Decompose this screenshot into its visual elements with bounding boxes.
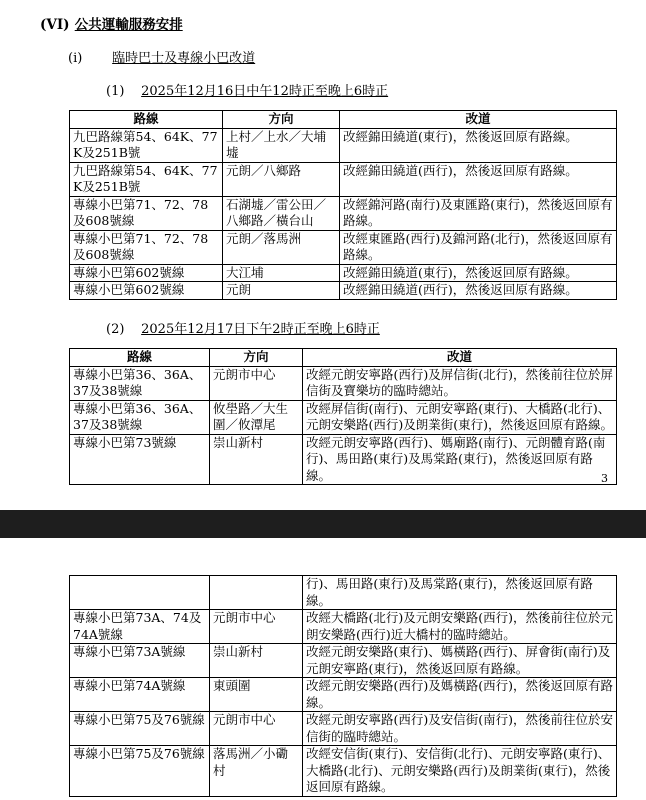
cell-direction: 攸壆路／大生圍／攸潭尾 bbox=[210, 400, 303, 434]
cell-diversion: 改經元朗安樂路(東行)、媽橫路(西行)、屏會街(南行)及元朗安寧路(東行)，然後返回原有路線。 bbox=[303, 644, 617, 678]
cell-direction: 元朗市中心 bbox=[210, 610, 303, 644]
table-row bbox=[70, 576, 617, 610]
cell-diversion: 改經元朗安樂路(西行)及媽橫路(西行)，然後返回原有路線。 bbox=[303, 678, 617, 712]
header-route: 路線 bbox=[70, 111, 223, 129]
diversion-table-2-continued bbox=[69, 575, 617, 797]
table-row bbox=[70, 128, 617, 162]
cell-route: 專線小巴第602號線 bbox=[70, 282, 223, 300]
cell-route: 專線小巴第71、72、78及608號線 bbox=[70, 196, 223, 230]
cell-diversion: 改經屏信街(南行)、元朗安寧路(東行)、大橋路(北行)、元朗安樂路(西行)及朗業街(東行)，然後返回原有路線。 bbox=[303, 400, 617, 434]
table-row bbox=[70, 264, 617, 282]
header-diversion: 改道 bbox=[303, 349, 617, 367]
period-title: 2025年12月17日下午2時正至晚上6時正 bbox=[141, 322, 380, 337]
cell-route: 專線小巴第36、36A、37及38號線 bbox=[70, 400, 210, 434]
cell-route: 專線小巴第75及76號線 bbox=[70, 746, 210, 797]
cell-direction: 元朗／八鄉路 bbox=[223, 162, 340, 196]
section-title: 公共運輸服務安排 bbox=[74, 17, 183, 33]
cell-diversion: 改經錦河路(南行)及東匯路(東行)，然後返回原有路線。 bbox=[340, 196, 617, 230]
subsection-title: 臨時巴士及專線小巴改道 bbox=[112, 51, 256, 66]
header-route: 路線 bbox=[70, 349, 210, 367]
cell-route: 九巴路線第54、64K、77K及251B號 bbox=[70, 162, 223, 196]
period-number: (2) bbox=[106, 322, 125, 337]
cell-direction: 上村／上水／大埔墟 bbox=[223, 128, 340, 162]
cell-direction: 崇山新村 bbox=[210, 644, 303, 678]
cell-direction: 崇山新村 bbox=[210, 434, 303, 485]
period-title: 2025年12月16日中午12時正至晚上6時正 bbox=[141, 84, 389, 99]
cell-diversion: 改經安信街(東行)、安信街(北行)、元朗安寧路(東行)、大橋路(北行)、元朗安樂路(西行)及朗業街(東行)，然後返回原有路線。 bbox=[303, 746, 617, 797]
table-row bbox=[70, 610, 617, 644]
table-2-clip bbox=[69, 348, 617, 483]
cell-diversion: 改經錦田繞道(東行)，然後返回原有路線。 bbox=[340, 264, 617, 282]
header-diversion: 改道 bbox=[340, 111, 617, 129]
table-row bbox=[70, 366, 617, 400]
cell-direction: 元朗／落馬洲 bbox=[223, 230, 340, 264]
table-row bbox=[70, 746, 617, 797]
cell-route: 專線小巴第75及76號線 bbox=[70, 712, 210, 746]
table-row bbox=[70, 162, 617, 196]
header-direction: 方向 bbox=[210, 349, 303, 367]
table-row bbox=[70, 712, 617, 746]
cell-direction: 東頭圍 bbox=[210, 678, 303, 712]
table-row bbox=[70, 282, 617, 300]
cell-diversion: 改經錦田繞道(西行)，然後返回原有路線。 bbox=[340, 162, 617, 196]
table-row bbox=[70, 196, 617, 230]
table-row bbox=[70, 644, 617, 678]
diversion-table-1 bbox=[69, 110, 617, 300]
cell-direction: 落馬洲／小磡村 bbox=[210, 746, 303, 797]
cell-diversion: 行)、馬田路(東行)及馬棠路(東行)，然後返回原有路線。 bbox=[303, 576, 617, 610]
page-separator bbox=[0, 510, 646, 538]
table-header-row bbox=[70, 349, 617, 367]
cell-diversion: 改經元朗安寧路(西行)、媽廟路(南行)、元朗體育路(南行)、馬田路(東行)及馬棠路(東行)，然後返回原有路線。 bbox=[303, 434, 617, 485]
cell-route: 專線小巴第73號線 bbox=[70, 434, 210, 485]
cell-route: 專線小巴第74A號線 bbox=[70, 678, 210, 712]
cell-direction: 元朗市中心 bbox=[210, 366, 303, 400]
page-number: 3 bbox=[601, 472, 608, 485]
table-row bbox=[70, 230, 617, 264]
table-header-row bbox=[70, 111, 617, 129]
cell-diversion: 改經東匯路(西行)及錦河路(北行)，然後返回原有路線。 bbox=[340, 230, 617, 264]
table-row bbox=[70, 678, 617, 712]
cell-direction: 元朗 bbox=[223, 282, 340, 300]
cell-route bbox=[70, 576, 210, 610]
cell-direction: 元朗市中心 bbox=[210, 712, 303, 746]
cell-diversion: 改經錦田繞道(西行)，然後返回原有路線。 bbox=[340, 282, 617, 300]
cell-direction: 石湖墟／雷公田／八鄉路／橫台山 bbox=[223, 196, 340, 230]
cell-diversion: 改經大橋路(北行)及元朗安樂路(西行)，然後前往位於元朗安樂路(西行)近大橋村的臨時總站。 bbox=[303, 610, 617, 644]
table-row bbox=[70, 434, 617, 485]
section-heading bbox=[40, 13, 183, 33]
period-heading-2 bbox=[106, 318, 380, 337]
cell-route: 專線小巴第71、72、78及608號線 bbox=[70, 230, 223, 264]
table-row bbox=[70, 400, 617, 434]
cell-route: 專線小巴第73A、74及74A號線 bbox=[70, 610, 210, 644]
period-number: (1) bbox=[106, 84, 125, 99]
cell-route: 專線小巴第36、36A、37及38號線 bbox=[70, 366, 210, 400]
subsection-number: (i) bbox=[68, 51, 83, 66]
cell-direction: 大江埔 bbox=[223, 264, 340, 282]
cell-diversion: 改經元朗安寧路(西行)及屏信街(北行)，然後前往位於屏信街及寶樂坊的臨時總站。 bbox=[303, 366, 617, 400]
cell-diversion: 改經錦田繞道(東行)，然後返回原有路線。 bbox=[340, 128, 617, 162]
period-heading-1 bbox=[106, 80, 388, 99]
section-number: (VI) bbox=[40, 17, 70, 33]
cell-diversion: 改經元朗安寧路(西行)及安信街(南行)，然後前往位於安信街的臨時總站。 bbox=[303, 712, 617, 746]
header-direction: 方向 bbox=[223, 111, 340, 129]
subsection-heading bbox=[68, 47, 255, 66]
diversion-table-2 bbox=[69, 348, 617, 485]
document-page-2 bbox=[0, 538, 646, 800]
cell-route: 專線小巴第73A號線 bbox=[70, 644, 210, 678]
cell-direction bbox=[210, 576, 303, 610]
cell-route: 九巴路線第54、64K、77K及251B號 bbox=[70, 128, 223, 162]
cell-route: 專線小巴第602號線 bbox=[70, 264, 223, 282]
